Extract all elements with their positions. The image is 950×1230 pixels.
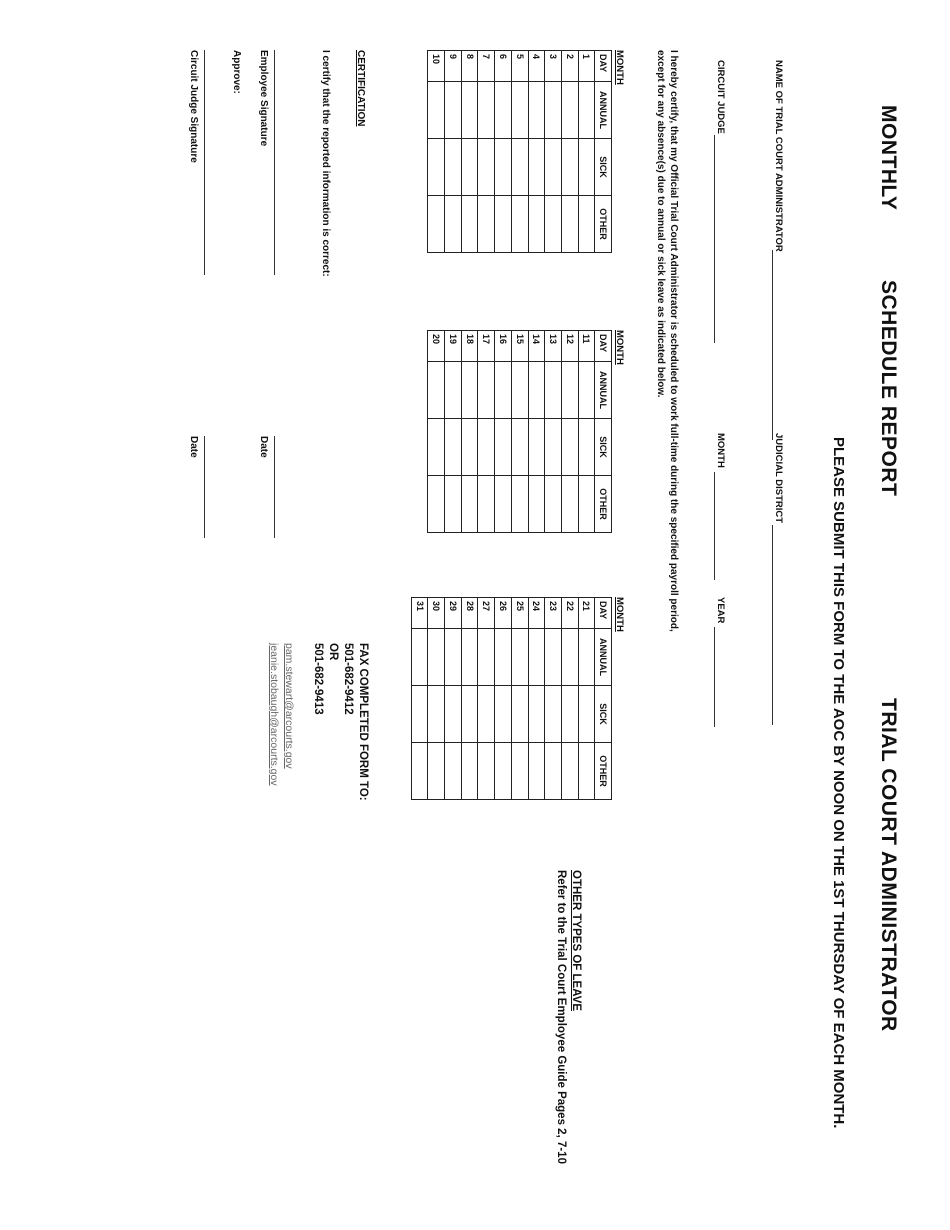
fax-line-1: FAX COMPLETED FORM TO: xyxy=(357,643,369,801)
leave-cell-sick[interactable] xyxy=(478,419,495,476)
title-monthly: MONTHLY xyxy=(877,105,900,211)
leave-cell-annual[interactable] xyxy=(578,629,595,686)
email-link-2[interactable]: jeanie.stobaugh@arcourts.gov xyxy=(268,643,280,786)
day-number: 10 xyxy=(428,51,445,82)
date-label-2: Date xyxy=(188,436,199,458)
leave-cell-sick[interactable] xyxy=(428,686,445,743)
leave-cell-annual[interactable] xyxy=(478,629,495,686)
leave-cell-other[interactable] xyxy=(428,476,445,533)
day-number: 1 xyxy=(578,51,595,82)
table-row xyxy=(445,51,462,253)
year-field-label: YEAR xyxy=(715,597,726,624)
leave-cell-other[interactable] xyxy=(445,743,462,800)
leave-cell-sick[interactable] xyxy=(428,139,445,196)
table-row xyxy=(511,598,528,800)
table-row xyxy=(495,331,512,533)
month-heading-2: MONTH xyxy=(614,330,625,365)
leave-cell-annual[interactable] xyxy=(578,362,595,419)
leave-cell-other[interactable] xyxy=(561,476,578,533)
column-header-annual: ANNUAL xyxy=(595,82,612,139)
day-number: 4 xyxy=(528,51,545,82)
fax-number-2: 501-682-9413 xyxy=(312,643,324,715)
leave-cell-annual[interactable] xyxy=(528,629,545,686)
table-row xyxy=(561,51,578,253)
leave-cell-other[interactable] xyxy=(495,743,512,800)
approve-label: Approve: xyxy=(231,50,242,94)
day-number: 29 xyxy=(445,598,462,629)
table-row xyxy=(445,598,462,800)
leave-cell-other[interactable] xyxy=(561,743,578,800)
leave-cell-annual[interactable] xyxy=(495,629,512,686)
day-number: 11 xyxy=(578,331,595,362)
leave-cell-other[interactable] xyxy=(445,476,462,533)
table-row xyxy=(461,598,478,800)
leave-cell-other[interactable] xyxy=(461,743,478,800)
leave-cell-sick[interactable] xyxy=(495,139,512,196)
table-row xyxy=(478,331,495,533)
day-number: 5 xyxy=(511,51,528,82)
certification-heading: CERTIFICATION xyxy=(355,50,366,127)
leave-cell-sick[interactable] xyxy=(545,139,562,196)
day-number: 16 xyxy=(495,331,512,362)
table-row xyxy=(578,331,595,533)
leave-cell-sick[interactable] xyxy=(478,139,495,196)
statement-line-2: except for any absence(s) due to annual or sick leave as indicated below. xyxy=(655,50,666,398)
column-header-annual: ANNUAL xyxy=(595,629,612,686)
leave-cell-sick[interactable] xyxy=(545,419,562,476)
leave-cell-sick[interactable] xyxy=(578,686,595,743)
leave-cell-sick[interactable] xyxy=(445,419,462,476)
column-header-sick: SICK xyxy=(595,686,612,743)
day-number: 7 xyxy=(478,51,495,82)
leave-cell-other[interactable] xyxy=(578,476,595,533)
table-row xyxy=(545,51,562,253)
leave-cell-annual[interactable] xyxy=(495,82,512,139)
leave-cell-other[interactable] xyxy=(445,196,462,253)
table-row xyxy=(445,331,462,533)
leave-cell-other[interactable] xyxy=(578,743,595,800)
leave-table-days-21-31 xyxy=(411,597,612,800)
date-label-1: Date xyxy=(258,436,269,458)
leave-cell-other[interactable] xyxy=(528,196,545,253)
leave-table-days-11-20 xyxy=(427,330,612,533)
leave-cell-annual[interactable] xyxy=(511,362,528,419)
table-row xyxy=(495,598,512,800)
leave-cell-annual[interactable] xyxy=(428,362,445,419)
column-header-other: OTHER xyxy=(595,476,612,533)
leave-cell-annual[interactable] xyxy=(461,82,478,139)
leave-cell-sick[interactable] xyxy=(495,419,512,476)
email-link-1[interactable]: pam.stewart@arcourts.gov xyxy=(283,643,295,769)
employee-signature-label: Employee Signature xyxy=(258,50,269,147)
leave-cell-annual[interactable] xyxy=(578,82,595,139)
day-number: 12 xyxy=(561,331,578,362)
district-field-label: JUDICIAL DISTRICT xyxy=(773,433,784,524)
leave-cell-sick[interactable] xyxy=(528,419,545,476)
day-number: 8 xyxy=(461,51,478,82)
table-row xyxy=(561,598,578,800)
leave-cell-annual[interactable] xyxy=(411,629,428,686)
leave-cell-annual[interactable] xyxy=(511,629,528,686)
leave-cell-annual[interactable] xyxy=(561,629,578,686)
day-number: 23 xyxy=(545,598,562,629)
leave-cell-sick[interactable] xyxy=(578,419,595,476)
date-line-1[interactable] xyxy=(274,436,275,538)
leave-cell-sick[interactable] xyxy=(461,686,478,743)
table-row xyxy=(545,331,562,533)
month-heading-1: MONTH xyxy=(614,50,625,85)
leave-cell-annual[interactable] xyxy=(445,82,462,139)
other-leave-heading: OTHER TYPES OF LEAVE xyxy=(570,870,582,1011)
table-row xyxy=(495,51,512,253)
table-row xyxy=(461,51,478,253)
table-row xyxy=(411,598,428,800)
leave-cell-sick[interactable] xyxy=(578,139,595,196)
judge-signature-line[interactable] xyxy=(204,50,205,275)
column-header-day: DAY xyxy=(595,51,612,82)
leave-cell-annual[interactable] xyxy=(561,82,578,139)
employee-signature-line[interactable] xyxy=(274,50,275,275)
submit-instruction: PLEASE SUBMIT THIS FORM TO THE AOC BY NOON ON THE 1ST THURSDAY OF EACH MONTH. xyxy=(830,437,847,1129)
leave-cell-other[interactable] xyxy=(411,743,428,800)
leave-cell-other[interactable] xyxy=(478,196,495,253)
title-trial-court-administrator: TRIAL COURT ADMINISTRATOR xyxy=(877,698,900,1032)
day-number: 22 xyxy=(561,598,578,629)
day-number: 26 xyxy=(495,598,512,629)
leave-cell-annual[interactable] xyxy=(528,82,545,139)
day-number: 14 xyxy=(528,331,545,362)
leave-cell-other[interactable] xyxy=(528,743,545,800)
leave-cell-sick[interactable] xyxy=(445,139,462,196)
leave-cell-annual[interactable] xyxy=(545,629,562,686)
table-row xyxy=(578,51,595,253)
table-row xyxy=(461,331,478,533)
day-number: 2 xyxy=(561,51,578,82)
leave-cell-other[interactable] xyxy=(561,196,578,253)
leave-cell-annual[interactable] xyxy=(461,629,478,686)
leave-cell-other[interactable] xyxy=(478,476,495,533)
leave-cell-sick[interactable] xyxy=(461,139,478,196)
leave-cell-sick[interactable] xyxy=(511,139,528,196)
day-number: 25 xyxy=(511,598,528,629)
leave-cell-other[interactable] xyxy=(511,476,528,533)
leave-cell-other[interactable] xyxy=(545,476,562,533)
column-header-sick: SICK xyxy=(595,419,612,476)
leave-cell-other[interactable] xyxy=(461,196,478,253)
day-number: 28 xyxy=(461,598,478,629)
leave-cell-sick[interactable] xyxy=(461,419,478,476)
table-row xyxy=(511,331,528,533)
leave-cell-other[interactable] xyxy=(511,743,528,800)
statement-line-1: I hereby certify, that my Official Trial Court Administrator is scheduled to work full-time during the specified payroll period, xyxy=(668,50,679,632)
leave-cell-other[interactable] xyxy=(528,476,545,533)
day-number: 18 xyxy=(461,331,478,362)
table-row xyxy=(428,598,445,800)
day-number: 17 xyxy=(478,331,495,362)
title-schedule-report: SCHEDULE REPORT xyxy=(877,280,900,497)
leave-cell-other[interactable] xyxy=(545,196,562,253)
leave-cell-annual[interactable] xyxy=(428,629,445,686)
leave-cell-sick[interactable] xyxy=(528,139,545,196)
leave-cell-annual[interactable] xyxy=(545,362,562,419)
leave-cell-sick[interactable] xyxy=(478,686,495,743)
table-row xyxy=(578,598,595,800)
day-number: 21 xyxy=(578,598,595,629)
name-field-label: NAME OF TRIAL COURT ADMINISTRATOR xyxy=(773,60,784,252)
table-row xyxy=(511,51,528,253)
leave-cell-sick[interactable] xyxy=(561,139,578,196)
table-row xyxy=(478,51,495,253)
table-header-row xyxy=(595,51,612,253)
leave-cell-annual[interactable] xyxy=(478,82,495,139)
day-number: 13 xyxy=(545,331,562,362)
column-header-other: OTHER xyxy=(595,743,612,800)
day-number: 6 xyxy=(495,51,512,82)
year-field-line[interactable] xyxy=(714,627,715,727)
column-header-day: DAY xyxy=(595,598,612,629)
leave-cell-annual[interactable] xyxy=(528,362,545,419)
leave-cell-sick[interactable] xyxy=(428,419,445,476)
judge-field-line[interactable] xyxy=(714,135,715,343)
table-row xyxy=(545,598,562,800)
day-number: 3 xyxy=(545,51,562,82)
leave-cell-other[interactable] xyxy=(495,196,512,253)
leave-cell-annual[interactable] xyxy=(561,362,578,419)
leave-cell-annual[interactable] xyxy=(495,362,512,419)
day-number: 19 xyxy=(445,331,462,362)
district-field-line[interactable] xyxy=(772,525,773,725)
leave-cell-sick[interactable] xyxy=(561,419,578,476)
day-number: 15 xyxy=(511,331,528,362)
day-number: 30 xyxy=(428,598,445,629)
column-header-annual: ANNUAL xyxy=(595,362,612,419)
name-field-line[interactable] xyxy=(772,250,773,440)
table-row xyxy=(528,51,545,253)
leave-cell-sick[interactable] xyxy=(545,686,562,743)
table-header-row xyxy=(595,331,612,533)
leave-cell-other[interactable] xyxy=(578,196,595,253)
leave-cell-sick[interactable] xyxy=(511,419,528,476)
month-field-label: MONTH xyxy=(715,433,726,468)
fax-number-1: 501-682-9412 xyxy=(342,643,354,715)
leave-cell-sick[interactable] xyxy=(445,686,462,743)
table-row xyxy=(528,598,545,800)
leave-cell-annual[interactable] xyxy=(511,82,528,139)
leave-cell-other[interactable] xyxy=(428,743,445,800)
month-field-line[interactable] xyxy=(714,472,715,580)
table-row xyxy=(528,331,545,533)
table-row xyxy=(478,598,495,800)
leave-cell-annual[interactable] xyxy=(445,629,462,686)
leave-cell-sick[interactable] xyxy=(528,686,545,743)
column-header-other: OTHER xyxy=(595,196,612,253)
leave-cell-other[interactable] xyxy=(478,743,495,800)
certification-text: I certify that the reported information is correct: xyxy=(320,50,331,277)
leave-cell-annual[interactable] xyxy=(545,82,562,139)
column-header-sick: SICK xyxy=(595,139,612,196)
leave-cell-sick[interactable] xyxy=(411,686,428,743)
judge-field-label: CIRCUIT JUDGE xyxy=(715,60,726,134)
table-header-row xyxy=(595,598,612,800)
leave-cell-sick[interactable] xyxy=(495,686,512,743)
day-number: 9 xyxy=(445,51,462,82)
day-number: 24 xyxy=(528,598,545,629)
day-number: 20 xyxy=(428,331,445,362)
leave-cell-other[interactable] xyxy=(428,196,445,253)
table-row xyxy=(428,331,445,533)
month-heading-3: MONTH xyxy=(614,597,625,632)
leave-cell-annual[interactable] xyxy=(478,362,495,419)
judge-signature-label: Circuit Judge Signature xyxy=(188,50,199,163)
leave-cell-other[interactable] xyxy=(495,476,512,533)
leave-cell-annual[interactable] xyxy=(428,82,445,139)
table-row xyxy=(428,51,445,253)
leave-cell-sick[interactable] xyxy=(561,686,578,743)
leave-cell-annual[interactable] xyxy=(461,362,478,419)
column-header-day: DAY xyxy=(595,331,612,362)
date-line-2[interactable] xyxy=(204,436,205,538)
leave-cell-sick[interactable] xyxy=(511,686,528,743)
day-number: 27 xyxy=(478,598,495,629)
leave-cell-other[interactable] xyxy=(511,196,528,253)
table-row xyxy=(561,331,578,533)
other-leave-text: Refer to the Trial Court Employee Guide Pages 2, 7-10 xyxy=(555,870,567,1164)
leave-cell-other[interactable] xyxy=(461,476,478,533)
day-number: 31 xyxy=(411,598,428,629)
leave-cell-other[interactable] xyxy=(545,743,562,800)
leave-cell-annual[interactable] xyxy=(445,362,462,419)
fax-or: OR xyxy=(327,643,339,661)
leave-table-days-1-10 xyxy=(427,50,612,253)
